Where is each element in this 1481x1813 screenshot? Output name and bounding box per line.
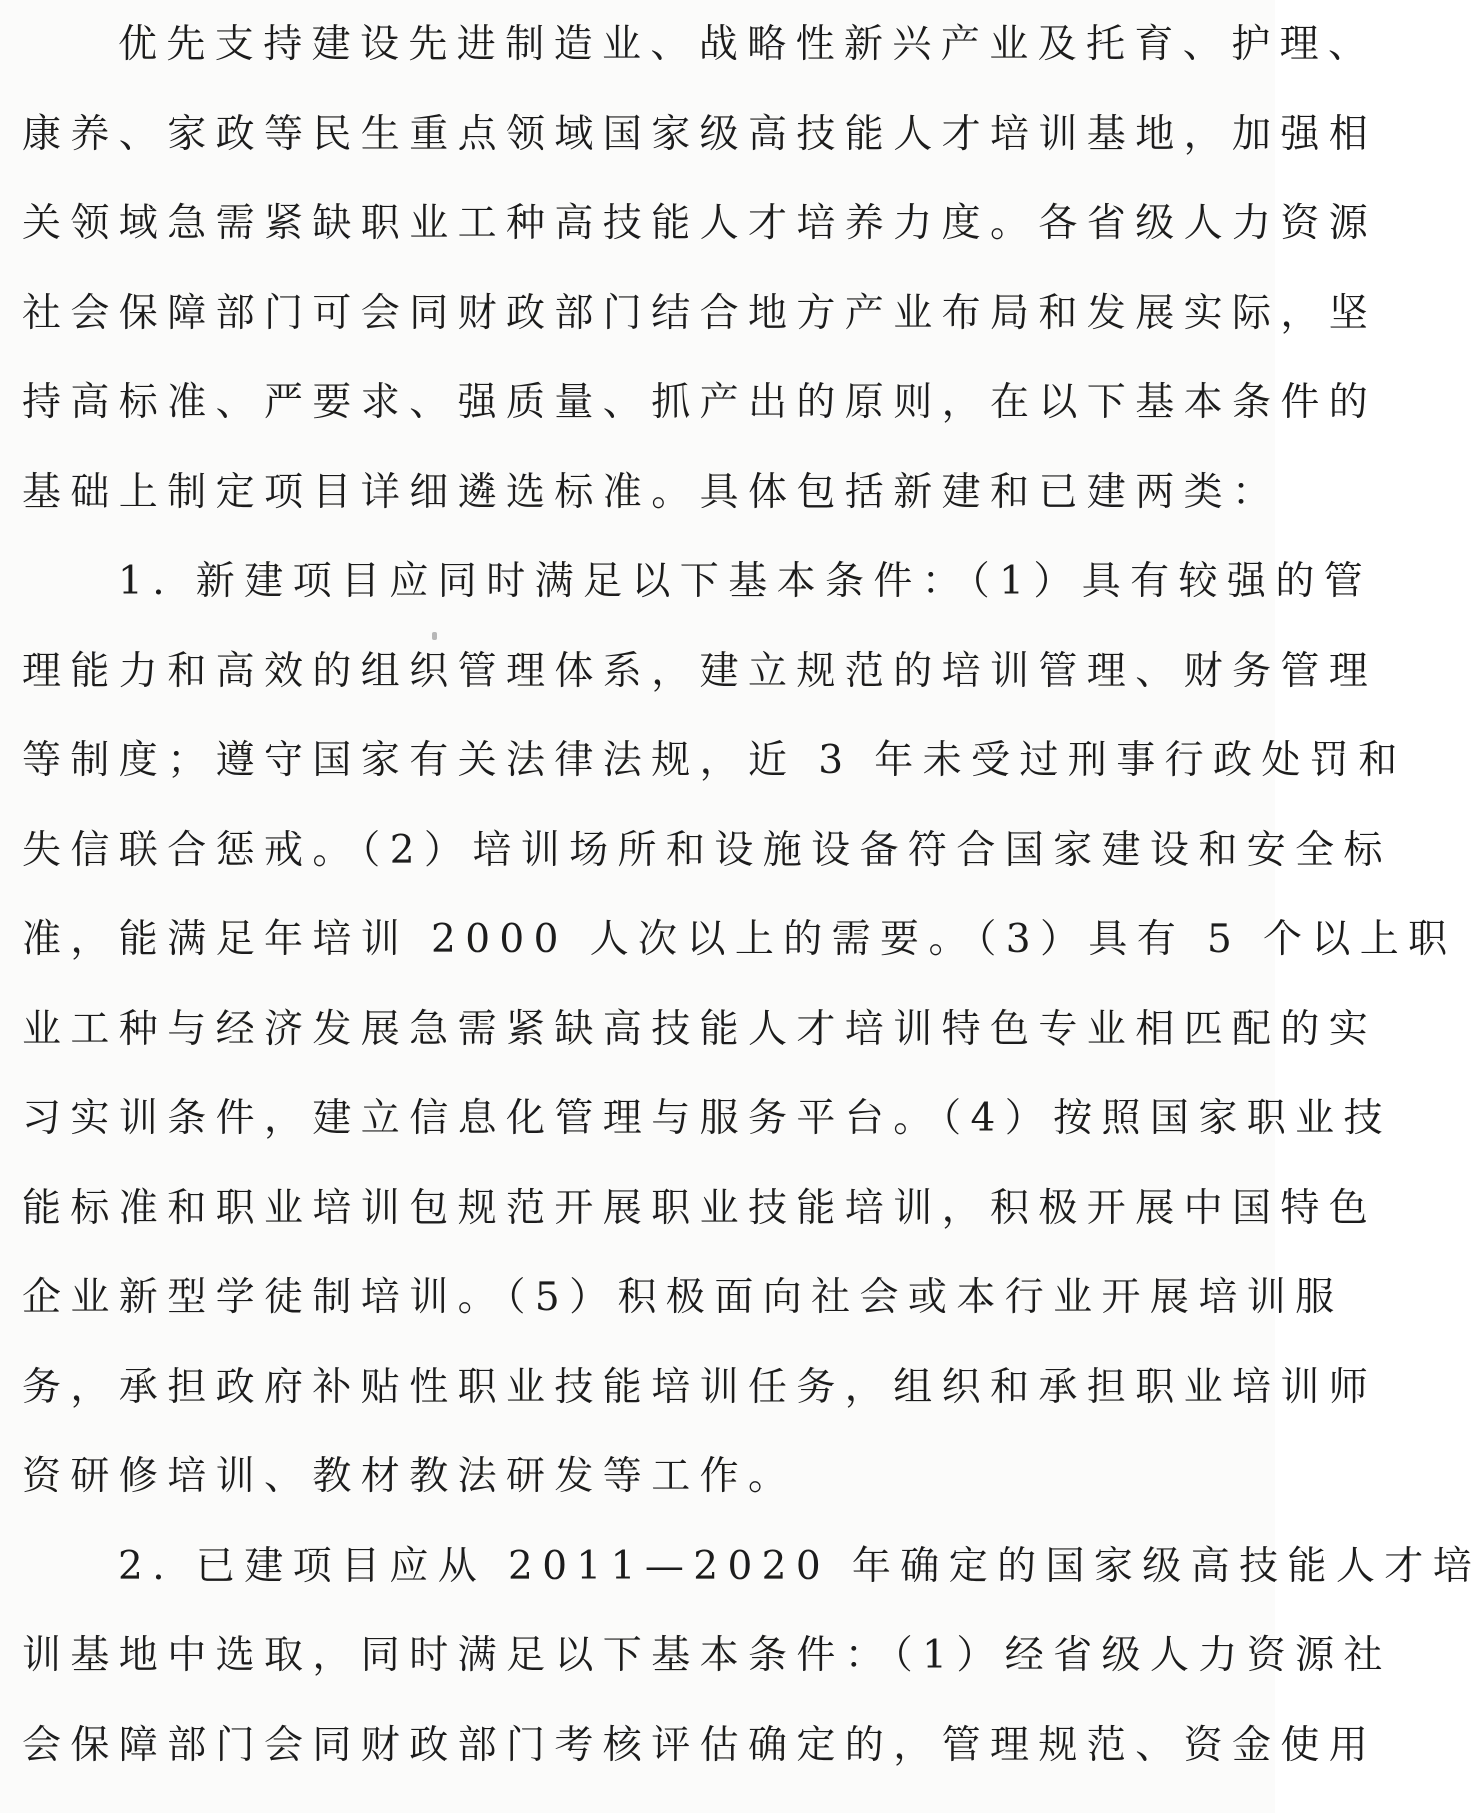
paragraph-line: 训基地中选取，同时满足以下基本条件：（1）经省级人力资源社 bbox=[22, 1633, 1392, 1678]
paragraph-line: 理能力和高效的组织管理体系，建立规范的培训管理、财务管理 bbox=[22, 648, 1378, 694]
paragraph-line: 习实训条件，建立信息化管理与服务平台。（4）按照国家职业技 bbox=[22, 1096, 1392, 1141]
paragraph-line: 2. 已建项目应从 2011—2020 年确定的国家级高技能人才培 bbox=[118, 1543, 1481, 1589]
paragraph-line: 准，能满足年培训 2000 人次以上的需要。（3）具有 5 个以上职 bbox=[22, 917, 1457, 962]
paragraph-line: 康养、家政等民生重点领域国家级高技能人才培训基地，加强相 bbox=[22, 111, 1378, 157]
paragraph-line: 持高标准、严要求、强质量、抓产出的原则，在以下基本条件的 bbox=[22, 380, 1378, 425]
document-body bbox=[22, 0, 1481, 1790]
paragraph-line: 失信联合惩戒。（2）培训场所和设施设备符合国家建设和安全标 bbox=[22, 827, 1392, 873]
paragraph-line: 关领域急需紧缺职业工种高技能人才培养力度。各省级人力资源 bbox=[22, 201, 1378, 246]
paragraph-line: 务，承担政府补贴性职业技能培训任务，组织和承担职业培训师 bbox=[22, 1364, 1378, 1410]
paragraph-line: 企业新型学徒制培训。（5）积极面向社会或本行业开展培训服 bbox=[22, 1275, 1344, 1320]
paragraph-line: 资研修培训、教材教法研发等工作。 bbox=[22, 1454, 797, 1499]
paragraph-line: 优先支持建设先进制造业、战略性新兴产业及托育、护理、 bbox=[118, 22, 1377, 67]
paragraph-line: 等制度；遵守国家有关法律法规，近 3 年未受过刑事行政处罚和 bbox=[22, 738, 1407, 783]
paragraph-line: 业工种与经济发展急需紧缺高技能人才培训特色专业相匹配的实 bbox=[22, 1006, 1378, 1052]
paragraph-line: 会保障部门会同财政部门考核评估确定的，管理规范、资金使用 bbox=[22, 1722, 1378, 1768]
paragraph-line: 社会保障部门可会同财政部门结合地方产业布局和发展实际，坚 bbox=[22, 290, 1378, 336]
paragraph-line: 1. 新建项目应同时满足以下基本条件：（1）具有较强的管 bbox=[118, 559, 1373, 604]
paragraph-line: 能标准和职业培训包规范开展职业技能培训，积极开展中国特色 bbox=[22, 1185, 1378, 1231]
paragraph-line: 基础上制定项目详细遴选标准。具体包括新建和已建两类： bbox=[22, 469, 1281, 515]
